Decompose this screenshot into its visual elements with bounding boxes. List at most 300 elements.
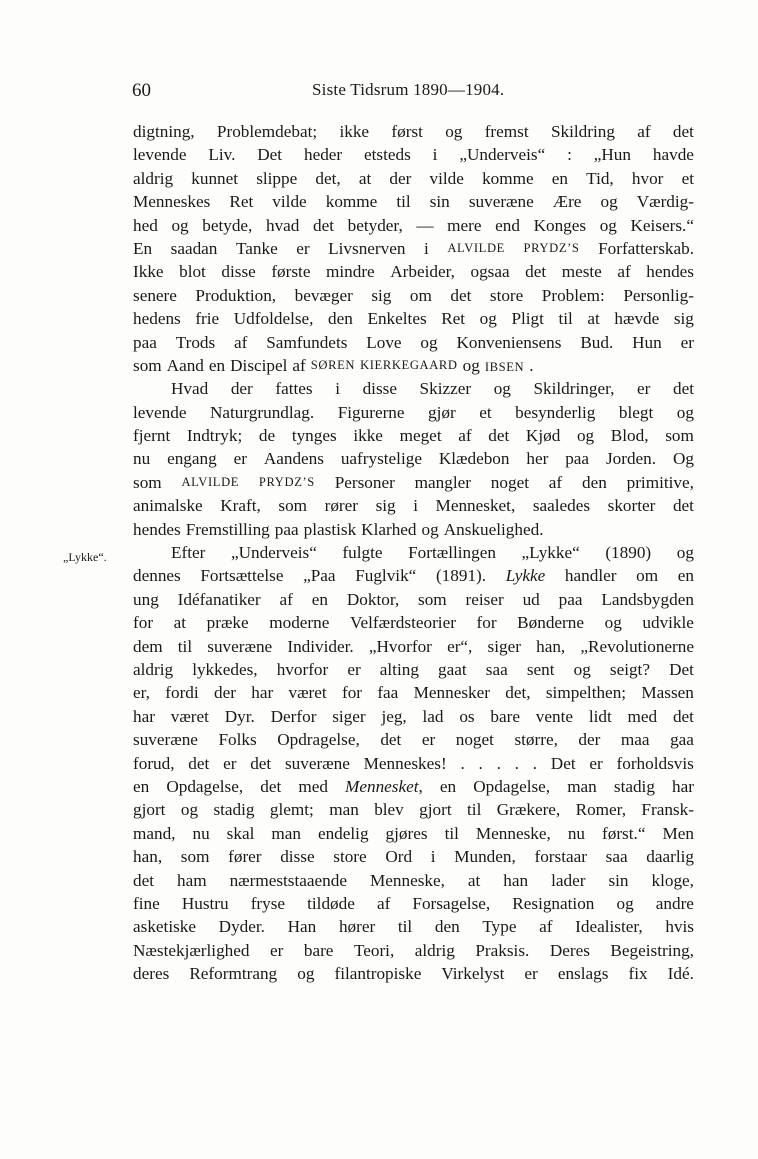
word: Folks — [218, 730, 257, 750]
word: der — [213, 683, 236, 703]
word: Dyder. — [218, 917, 265, 937]
word — [345, 775, 423, 798]
word: Dyr. — [224, 706, 255, 726]
text-line — [133, 518, 694, 541]
word: fine — [133, 893, 160, 913]
word: Love — [366, 332, 402, 352]
word: Blod, — [610, 426, 649, 446]
word: Ikke — [133, 262, 164, 282]
text-line — [133, 401, 694, 424]
word: sin — [608, 870, 629, 890]
word: det — [260, 776, 282, 796]
word: og — [573, 659, 591, 679]
word: dem — [133, 636, 163, 656]
text-line — [133, 143, 694, 166]
word: af — [539, 917, 553, 937]
word: sig — [673, 309, 694, 329]
word: forstaar — [534, 847, 587, 867]
word: tynges — [291, 426, 337, 446]
word: Naturgrundlag. — [209, 402, 315, 422]
word: med — [298, 776, 328, 796]
word: det — [380, 730, 402, 750]
word: i — [335, 379, 340, 399]
word: Menneske, — [369, 870, 445, 890]
word: nu — [567, 823, 586, 843]
word: fryse — [250, 893, 286, 913]
word: gjør — [428, 402, 456, 422]
small-caps-word: ALVILDE — [181, 474, 240, 489]
word: end — [495, 215, 520, 235]
word: Arbeider, — [390, 262, 455, 282]
word: ud — [522, 589, 540, 609]
word: Opdragelse, — [277, 730, 360, 750]
text-line — [133, 190, 694, 213]
word: den — [328, 309, 353, 329]
word: frie — [195, 309, 220, 329]
word: Ret — [441, 309, 466, 329]
text-line — [133, 892, 694, 915]
word: store — [489, 285, 524, 305]
word: Opdagelse, — [473, 776, 551, 796]
word: hendes — [133, 519, 181, 539]
word: Skildringer, — [533, 379, 615, 399]
word: Det — [257, 145, 283, 165]
text-line — [133, 214, 694, 237]
word: udvikle — [642, 613, 694, 633]
word: mangler — [414, 472, 471, 492]
word: gjort — [133, 800, 166, 820]
small-caps-word: KIERKEGAARD — [360, 357, 458, 372]
word: nærmeststaaende — [229, 870, 347, 890]
word: Massen — [641, 683, 694, 703]
word: i — [430, 847, 436, 867]
italic-word: Mennesket — [345, 776, 419, 796]
word: det — [672, 122, 694, 141]
word: ikke — [339, 122, 370, 141]
word: været — [288, 683, 327, 703]
text-line — [133, 237, 694, 260]
word: ham — [176, 870, 207, 890]
word: . — [460, 753, 465, 773]
small-caps-word: IBSEN — [484, 359, 525, 374]
word: til — [467, 800, 482, 820]
text-line — [133, 798, 694, 821]
word: Klarhed — [361, 519, 417, 539]
text-line — [133, 611, 694, 634]
word: lader — [551, 870, 586, 890]
word: fjernt — [133, 426, 171, 446]
word: (1890) — [605, 543, 652, 563]
text-line — [133, 331, 694, 354]
word: endelig — [317, 823, 369, 843]
text-line — [133, 588, 694, 611]
word: han, — [536, 636, 566, 656]
word: Kjød — [525, 426, 561, 446]
word: . — [514, 753, 519, 773]
word: Hvad — [171, 379, 209, 399]
word: Reformtrang — [189, 964, 278, 984]
word: Landsbygden — [601, 589, 694, 609]
word: Og — [672, 449, 694, 469]
word: : — [567, 145, 572, 165]
word: animalske — [133, 496, 203, 516]
word: Pligt — [511, 309, 544, 329]
word: Idealister, — [575, 917, 643, 937]
word: Aandens — [263, 449, 324, 469]
word: Fortællingen — [408, 543, 496, 563]
word: hed — [133, 215, 158, 235]
word: er — [637, 379, 651, 399]
word: i — [413, 496, 418, 516]
word: sig — [375, 496, 396, 516]
word: Menneske, — [475, 823, 551, 843]
word: daarlig — [646, 847, 694, 867]
word: ikke — [353, 426, 383, 446]
word: hører — [338, 917, 376, 937]
word: og — [493, 379, 511, 399]
text-line — [133, 424, 694, 447]
word: af — [376, 893, 391, 913]
word: kunnet — [191, 168, 239, 188]
word: som — [665, 426, 694, 446]
word: Type — [482, 917, 517, 937]
word: Deres — [549, 940, 590, 960]
word: noget — [490, 472, 529, 492]
word: og — [420, 332, 438, 352]
word: har — [133, 706, 155, 726]
word: gjøres — [385, 823, 428, 843]
word: mere — [447, 215, 482, 235]
word: sig — [371, 285, 392, 305]
word: er, — [133, 683, 150, 703]
word: Det — [669, 659, 694, 679]
word: Produktion, — [195, 285, 277, 305]
word: af — [279, 589, 293, 609]
word: „Paa — [303, 566, 336, 586]
word: Derfor — [270, 706, 317, 726]
word: Enkeltes — [367, 309, 427, 329]
word: af — [617, 262, 631, 282]
word: „Hvorfor — [368, 636, 432, 656]
word: til — [177, 636, 193, 656]
text-line — [133, 284, 694, 307]
word: kloge, — [651, 870, 694, 890]
text-line — [133, 120, 694, 143]
word: som — [133, 472, 162, 492]
word: en — [311, 589, 328, 609]
word: er — [296, 238, 310, 258]
word: ung — [133, 589, 159, 609]
word: den — [434, 917, 460, 937]
word: enslags — [557, 964, 609, 984]
word: det — [450, 285, 472, 305]
word: at — [587, 309, 600, 329]
margin-note: „Lykke“. — [63, 550, 107, 564]
word: paa — [558, 589, 583, 609]
word: Keisers.“ — [630, 215, 694, 235]
running-title: Siste Tidsrum 1890—1904. — [312, 80, 505, 99]
word: hvorfor — [276, 659, 329, 679]
word: her — [526, 449, 549, 469]
word: Problemdebat; — [216, 122, 318, 141]
word: om — [409, 285, 432, 305]
text-line — [133, 260, 694, 283]
word: er — [680, 332, 694, 352]
word: mand, — [133, 823, 176, 843]
word: Bud. — [580, 332, 614, 352]
word: lad — [422, 706, 444, 726]
text-line — [133, 915, 694, 938]
small-caps-word: PRYDZ’S — [258, 474, 315, 489]
word: Doktor, — [346, 589, 400, 609]
word: . — [478, 753, 483, 773]
word: man — [329, 800, 359, 820]
text-line — [133, 705, 694, 728]
word: noget — [455, 730, 494, 750]
word: paa — [133, 332, 157, 352]
word: asketiske — [133, 917, 197, 937]
word: seigt? — [609, 659, 650, 679]
word: Ret — [229, 192, 254, 212]
word: nu — [192, 823, 210, 843]
word: første — [271, 262, 311, 282]
word: „Underveis“ — [459, 145, 546, 165]
word: Skizzer — [419, 379, 472, 399]
word: Skildring — [550, 122, 615, 141]
word: skorter — [607, 496, 656, 516]
word: til — [558, 309, 573, 329]
word: som — [278, 496, 308, 516]
word: er“, — [447, 636, 473, 656]
word: Men — [662, 823, 694, 843]
word: suveræne — [284, 753, 350, 773]
word: hævde — [614, 309, 660, 329]
word: en — [208, 355, 226, 375]
word: deres — [133, 964, 170, 984]
word: er — [270, 940, 284, 960]
word: er — [421, 730, 436, 750]
word: ogsaa — [470, 262, 510, 282]
word: det — [672, 706, 694, 726]
word: er — [589, 753, 603, 773]
word: nu — [133, 449, 151, 469]
word: heder — [303, 145, 343, 165]
word: blegt — [618, 402, 654, 422]
word: lykkedes, — [192, 659, 258, 679]
word: forud, — [133, 753, 175, 773]
word: og — [599, 215, 617, 235]
word: det — [133, 870, 154, 890]
word: „Underveis“ — [230, 543, 317, 563]
word: komme — [482, 168, 534, 188]
text-line — [133, 681, 694, 704]
word: Virkelyst — [441, 964, 505, 984]
text-line — [133, 307, 694, 330]
word: senere — [133, 285, 177, 305]
text-line — [133, 822, 694, 845]
word: saadan — [170, 238, 218, 258]
word: andre — [655, 893, 694, 913]
word: paa — [274, 519, 299, 539]
word: og — [297, 964, 315, 984]
word: fremst — [484, 122, 529, 141]
word: præke — [206, 613, 249, 633]
word: Ord — [385, 847, 413, 867]
text-line — [133, 377, 694, 400]
word: Teori, — [353, 940, 395, 960]
word: disse — [362, 379, 397, 399]
text-line — [133, 962, 694, 985]
word: — — [416, 215, 434, 235]
word: tildøde — [307, 893, 355, 913]
word: hvor — [631, 168, 664, 188]
word: meste — [561, 262, 602, 282]
word: Velfærdsteorier — [349, 613, 456, 633]
word: digtning, — [133, 122, 195, 141]
word: sin — [429, 192, 450, 212]
word: Menneskes — [133, 192, 211, 212]
word: og — [676, 402, 694, 422]
word: . — [532, 753, 538, 773]
word: Fremstilling — [185, 519, 270, 539]
body-text — [133, 120, 694, 985]
word: hedens — [133, 309, 181, 329]
word: Individer. — [287, 636, 354, 656]
word: en — [677, 566, 694, 586]
word: Udfoldelse, — [233, 309, 314, 329]
word: og — [479, 309, 497, 329]
text-line — [133, 471, 694, 494]
word: komme — [325, 192, 378, 212]
word: En — [133, 238, 153, 258]
word: Opdagelse, — [166, 776, 244, 796]
word: siger — [487, 636, 521, 656]
word: Praksis. — [475, 940, 530, 960]
word: det — [672, 496, 694, 516]
word: mindre — [326, 262, 375, 282]
word: af — [234, 332, 248, 352]
word: bare — [303, 940, 334, 960]
word: det, — [315, 168, 341, 188]
word: handler — [564, 566, 617, 586]
word: slippe — [256, 168, 298, 188]
word: Liv. — [208, 145, 236, 165]
word: vente — [535, 706, 574, 726]
word: gaat — [438, 659, 467, 679]
word: en — [133, 776, 150, 796]
word: Klædebon — [438, 449, 510, 469]
word: glemt; — [269, 800, 314, 820]
word: de — [258, 426, 276, 446]
word: moderne — [269, 613, 330, 633]
word: er — [347, 659, 361, 679]
word: store — [333, 847, 367, 867]
word: og — [576, 426, 595, 446]
word: for — [341, 683, 363, 703]
word: Forsagelse, — [412, 893, 491, 913]
word: blev — [374, 800, 404, 820]
text-line — [133, 939, 694, 962]
word: fører — [228, 847, 262, 867]
word: Forfatterskab. — [598, 238, 694, 258]
word: skal — [226, 823, 255, 843]
word: . — [496, 753, 501, 773]
word: Hustru — [181, 893, 229, 913]
word: en — [551, 168, 569, 188]
word: Mennesket, — [435, 496, 516, 516]
word: man — [567, 776, 597, 796]
word: som — [180, 847, 210, 867]
word: meget — [399, 426, 442, 446]
word: Aand — [166, 355, 204, 375]
word: levende — [133, 145, 187, 165]
word: Personer — [334, 472, 395, 492]
page-number: 60 — [132, 80, 151, 101]
word: Anskuelighed. — [443, 519, 544, 539]
word: af — [548, 472, 563, 492]
word: har — [251, 683, 274, 703]
italic-word: Lykke — [505, 566, 546, 586]
word: i — [424, 238, 429, 258]
word: Jorden. — [605, 449, 657, 469]
word: Trods — [175, 332, 216, 352]
word: saa — [485, 659, 508, 679]
word: Tid, — [586, 168, 614, 188]
word: det — [313, 215, 334, 235]
word: Efter — [171, 543, 206, 563]
word: til — [397, 917, 413, 937]
word: „Lykke“ — [521, 543, 580, 563]
word: hvad — [265, 215, 300, 235]
text-line — [133, 635, 694, 658]
word: en — [439, 776, 457, 796]
word: Næstekjærlighed — [133, 940, 250, 960]
word: engang — [167, 449, 217, 469]
text-line — [133, 447, 694, 470]
word: og — [676, 543, 694, 563]
word: Bønderne — [517, 613, 584, 633]
word: først — [391, 122, 423, 141]
word: og — [462, 355, 480, 375]
word: disse — [221, 262, 256, 282]
word: „Hun — [593, 145, 631, 165]
word: man — [271, 823, 301, 843]
word: dennes — [133, 566, 181, 586]
word: Grækere, — [496, 800, 561, 820]
word: bevæger — [294, 285, 353, 305]
word: det — [250, 753, 272, 773]
word: lidt — [588, 706, 612, 726]
text-line — [133, 354, 694, 377]
text-line — [133, 728, 694, 751]
word: saa — [605, 847, 628, 867]
word: med — [627, 706, 658, 726]
text-line — [133, 775, 694, 798]
word: Discipel — [230, 355, 288, 375]
word: reiser — [465, 589, 504, 609]
word: Figurerne — [337, 402, 405, 422]
text-line — [133, 845, 694, 868]
word: den — [581, 472, 607, 492]
word: har — [672, 776, 694, 796]
word: suveræne — [133, 730, 198, 750]
word: . — [529, 355, 534, 375]
word: stadig — [613, 776, 655, 796]
word: etsteds — [364, 145, 411, 165]
word: Fuglvik“ — [355, 566, 417, 586]
word: primitive, — [626, 472, 694, 492]
word: først.“ — [602, 823, 646, 843]
